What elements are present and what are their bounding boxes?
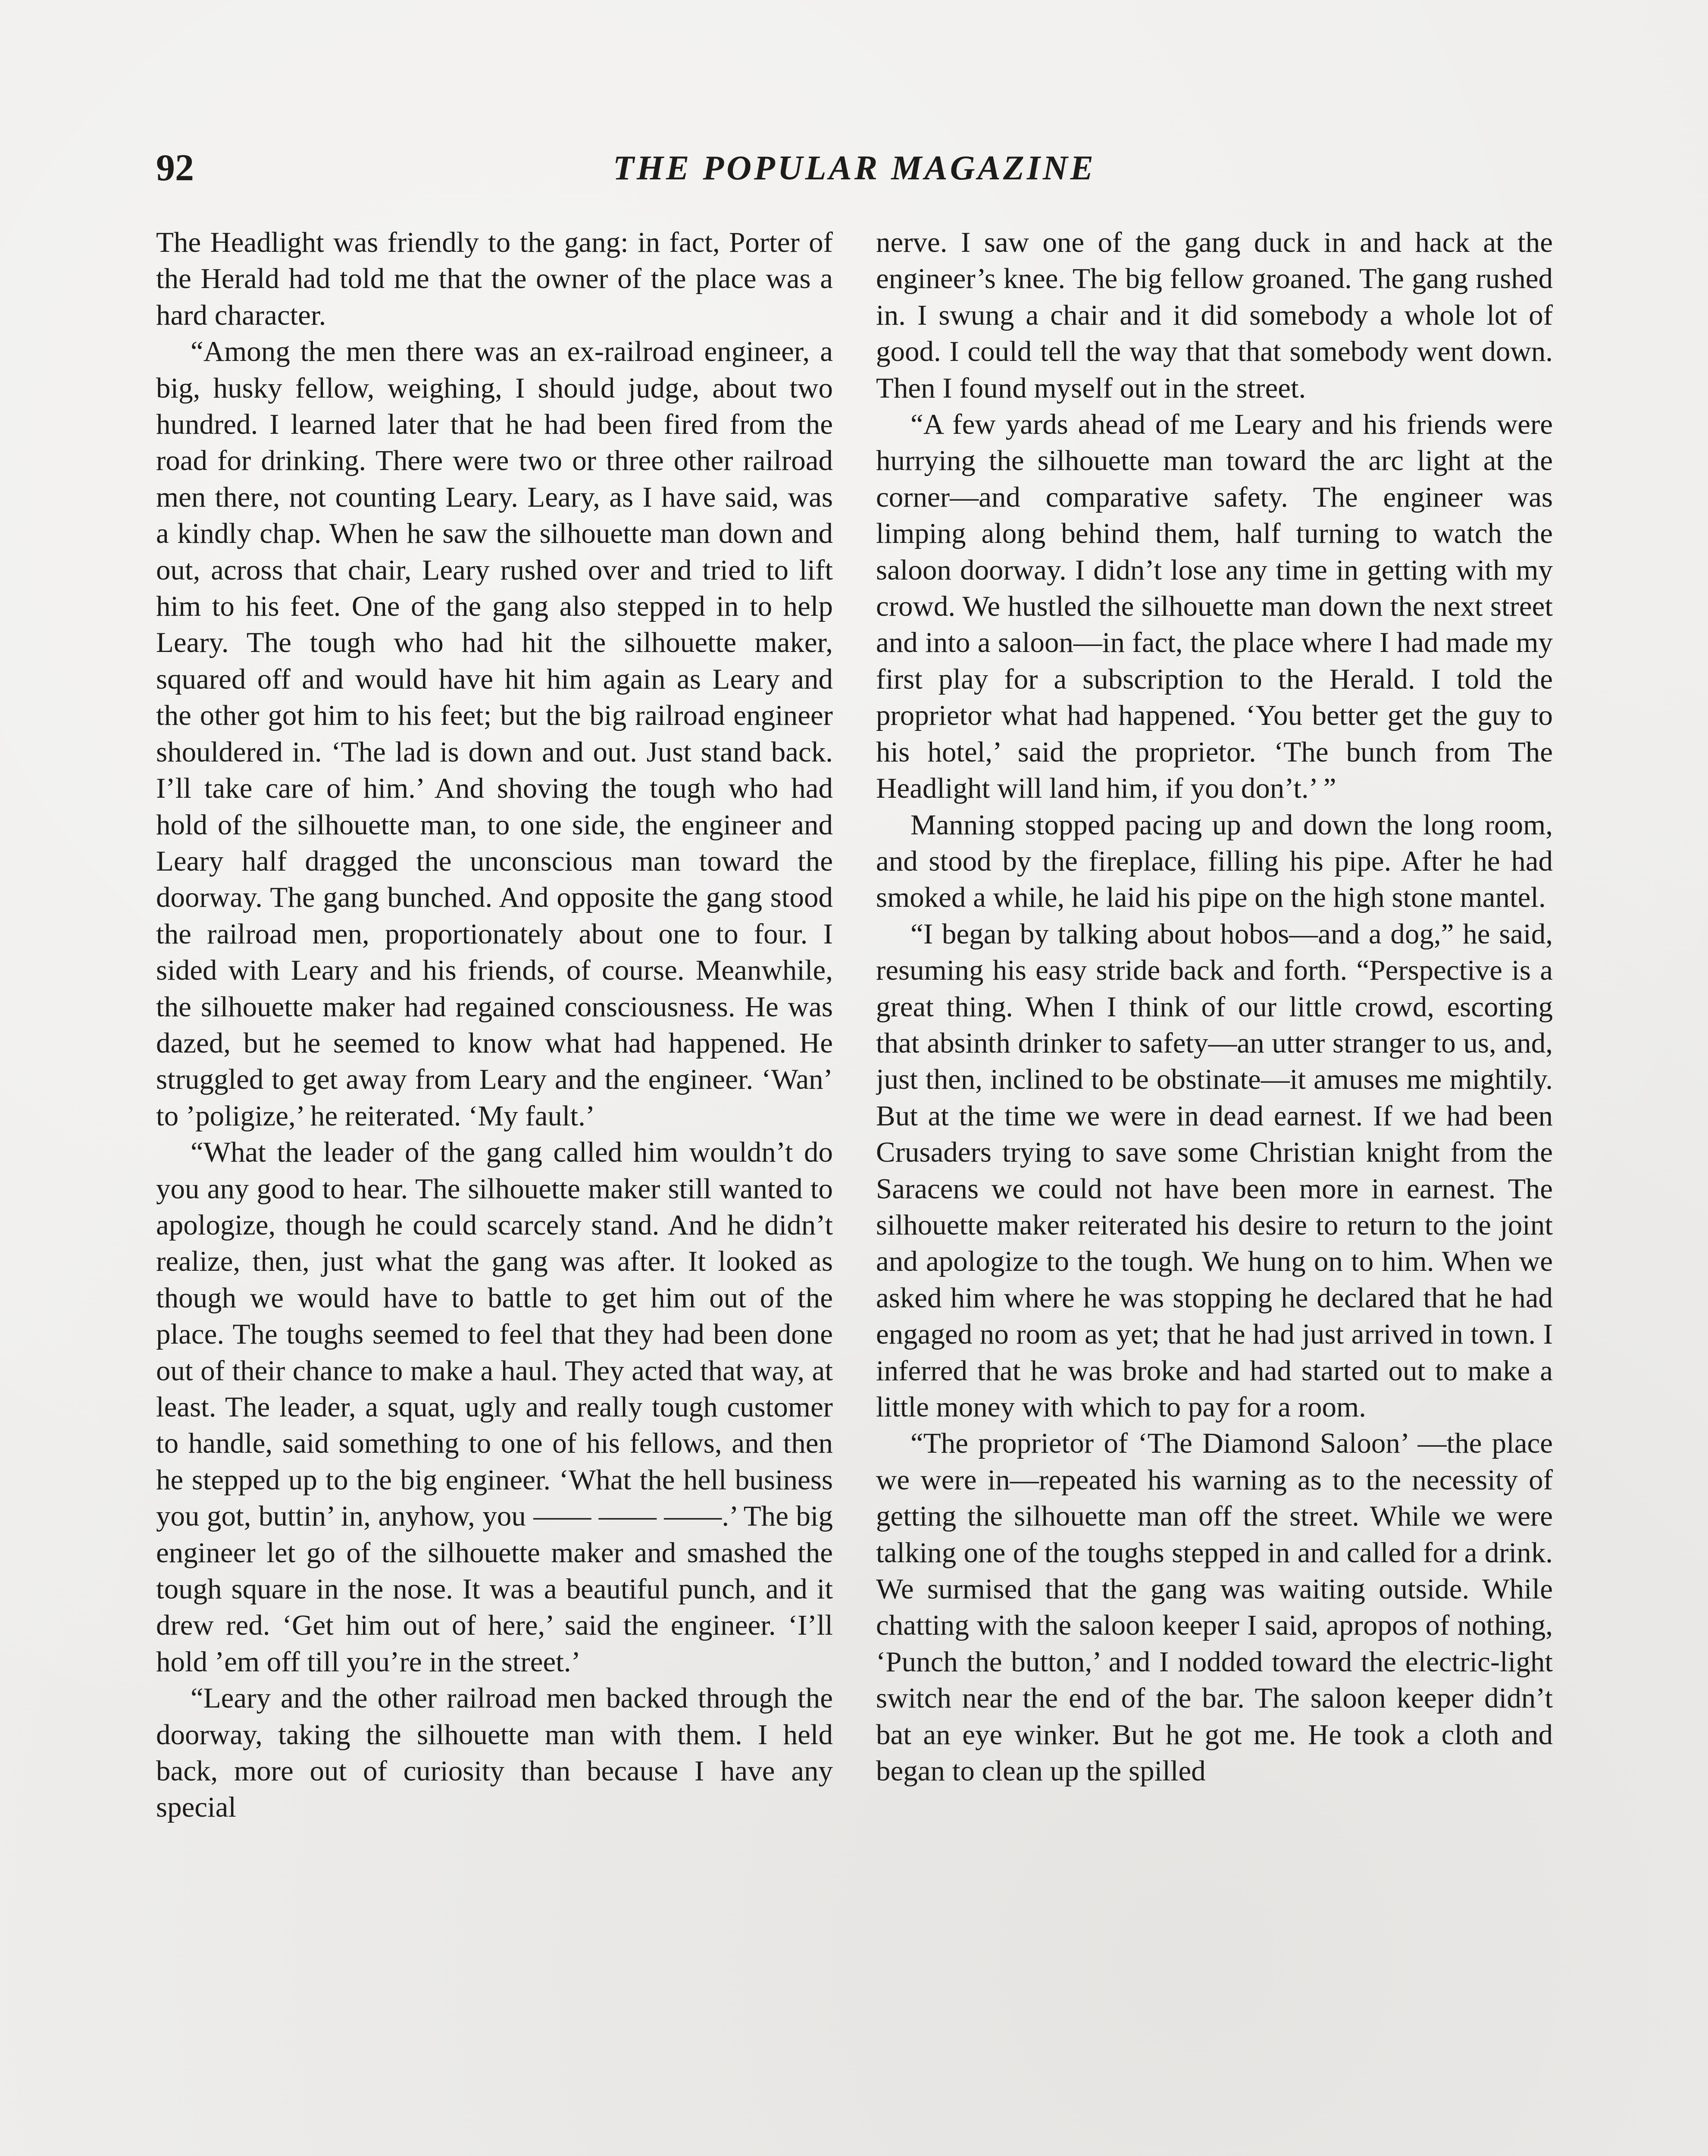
- left-column: [156, 224, 833, 2156]
- paragraph: “Leary and the other railroad men backed through the doorway, taking the silhouette man with them. I held back, more out of curiosity than because I have any special: [156, 1682, 833, 1824]
- paragraph: Manning stopped pacing up and down the long room, and stood by the fireplace, filling his pipe. After he had smoked a while, he laid his pipe on the high stone mantel.: [876, 808, 1553, 914]
- running-title: THE POPULAR MAGAZINE: [613, 149, 1096, 187]
- paragraph: “The proprietor of ‘The Diamond Saloon’ —the place we were in—repeated his warning as to the necessity of getting the silhouette man off the street. While we were talking one of the toughs stepped in and called for a drink. We surmised that the gang was waiting outside. While chatting with the saloon keeper I said, apropos of nothing, ‘Punch the button,’ and I nodded toward the electric-light switch near the end of the bar. The saloon keeper didn’t bat an eye winker. But he got me. He took a cloth and began to clean up the spilled: [876, 1427, 1553, 1787]
- page-number: 92: [156, 147, 194, 189]
- page-header: [156, 142, 1553, 194]
- paragraph: nerve. I saw one of the gang duck in and hack at the engineer’s knee. The big fellow groaned. The gang rushed in. I swung a chair and it did somebody a whole lot of good. I could tell the way that that somebody went down. Then I found myself out in the street.: [876, 226, 1553, 404]
- paragraph: “Among the men there was an ex-railroad engineer, a big, husky fellow, weighing, I should judge, about two hundred. I learned later that he had been fired from the road for drinking. There were two or three other railroad men there, not counting Leary. Leary, as I have said, was a kindly chap. When he saw the silhouette man down and out, across that chair, Leary rushed over and tried to lift him to his feet. One of the gang also stepped in to help Leary. The tough who had hit the silhouette maker, squared off and would have hit him again as Leary and the other got him to his feet; but the big railroad engineer shouldered in. ‘The lad is down and out. Just stand back. I’ll take care of him.’ And shoving the tough who had hold of the silhouette man, to one side, the engineer and Leary half dragged the unconscious man toward the doorway. The gang bunched. And opposite the gang stood the railroad men, proportionately about one to four. I sided with Leary and his friends, of course. Meanwhile, the silhouette maker had regained consciousness. He was dazed, but he seemed to know what had happened. He struggled to get away from Leary and the engineer. ‘Wan’ to ’poligize,’ he reiterated. ‘My fault.’: [156, 335, 833, 1132]
- paragraph: “A few yards ahead of me Leary and his friends were hurrying the silhouette man toward the arc light at the corner—and comparative safety. The engineer was limping along behind them, half turning to watch the saloon doorway. I didn’t lose any time in getting with my crowd. We hustled the silhouette man down the next street and into a saloon—in fact, the place where I had made my first play for a subscription to the Herald. I told the proprietor what had happened. ‘You better get the guy to his hotel,’ said the proprietor. ‘The bunch from The Headlight will land him, if you don’t.’ ”: [876, 408, 1553, 805]
- paragraph: “What the leader of the gang called him wouldn’t do you any good to hear. The silhouette maker still wanted to apologize, though he could scarcely stand. And he didn’t realize, then, just what the gang was after. It looked as though we would have to battle to get him out of the place. The toughs seemed to feel that they had been done out of their chance to make a haul. They acted that way, at least. The leader, a squat, ugly and really tough customer to handle, said something to one of his fellows, and then he stepped up to the big engineer. ‘What the hell business you got, buttin’ in, anyhow, you —— —— ——.’ The big engineer let go of the silhouette maker and smashed the tough square in the nose. It was a beautiful punch, and it drew red. ‘Get him out of here,’ said the engineer. ‘I’ll hold ’em off till you’re in the street.’: [156, 1136, 833, 1678]
- right-column: [876, 224, 1553, 2156]
- paragraph: The Headlight was friendly to the gang: in fact, Porter of the Herald had told me that the owner of the place was a hard character.: [156, 226, 833, 331]
- paragraph: “I began by talking about hobos—and a dog,” he said, resuming his easy stride back and forth. “Perspective is a great thing. When I think of our little crowd, escorting that absinth drinker to safety—an utter stranger to us, and, just then, inclined to be obstinate—it amuses me mightily. But at the time we were in dead earnest. If we had been Crusaders trying to save some Christian knight from the Saracens we could not have been more in earnest. The silhouette maker reiterated his desire to return to the joint and apologize to the tough. We hung on to him. When we asked him where he was stopping he declared that he had engaged no room as yet; that he had just arrived in town. I inferred that he was broke and had started out to make a little money with which to pay for a room.: [876, 918, 1553, 1423]
